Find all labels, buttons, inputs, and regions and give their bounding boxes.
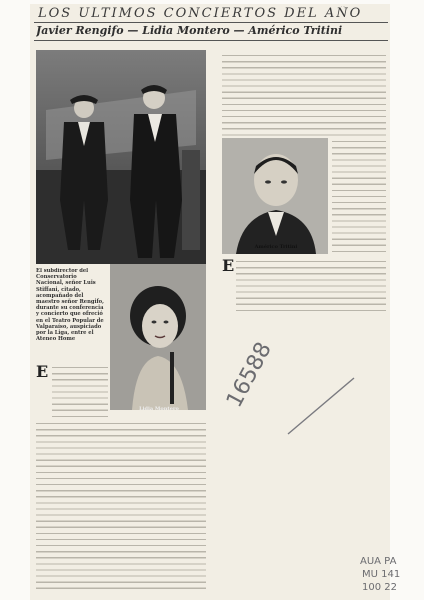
americo-tritini-portrait <box>222 138 328 254</box>
article-right-mid <box>236 258 386 314</box>
catalog-number-annotation: 16588 <box>222 338 277 412</box>
article-left-body <box>36 420 206 592</box>
lidia-montero-label: Lidia Montero <box>139 406 179 412</box>
photo-conductors-image <box>36 50 206 264</box>
archive-mark-line2: MU 141 <box>362 569 401 580</box>
article-left-intro <box>52 364 108 418</box>
photo-conductors <box>36 50 206 264</box>
archive-mark-line3: 100 22 <box>362 582 397 593</box>
subhead-rule <box>34 40 388 41</box>
photo-americo-tritini <box>222 138 328 254</box>
headline-rule <box>34 22 388 23</box>
archive-mark-line1: AUA PA <box>360 556 397 567</box>
article-right-narrow <box>332 138 386 254</box>
americo-tritini-label: Américo Tritini <box>254 244 298 250</box>
lidia-montero-portrait <box>110 264 206 410</box>
subheadline: Javier Rengifo — Lidia Montero — Américo Tritini <box>36 24 343 37</box>
photo-caption-left: El subdirector del Conservatorio Nacional, señor Luis Stiffani, citado, acompañado del maestro señor Rengifo, durante su conferencia y concierto que ofreció en el Teatro Popular de Valparaíso, auspiciado por la Liga, entre el Ateneo Home <box>36 268 104 343</box>
dropcap-e-right: E <box>222 256 235 275</box>
article-right-top <box>222 52 386 136</box>
photo-lidia-montero <box>110 264 206 410</box>
pencil-slash-mark <box>282 372 362 442</box>
dropcap-e-left: E <box>36 362 49 381</box>
headline: LOS ULTIMOS CONCIERTOS DEL AÑO <box>38 6 363 21</box>
